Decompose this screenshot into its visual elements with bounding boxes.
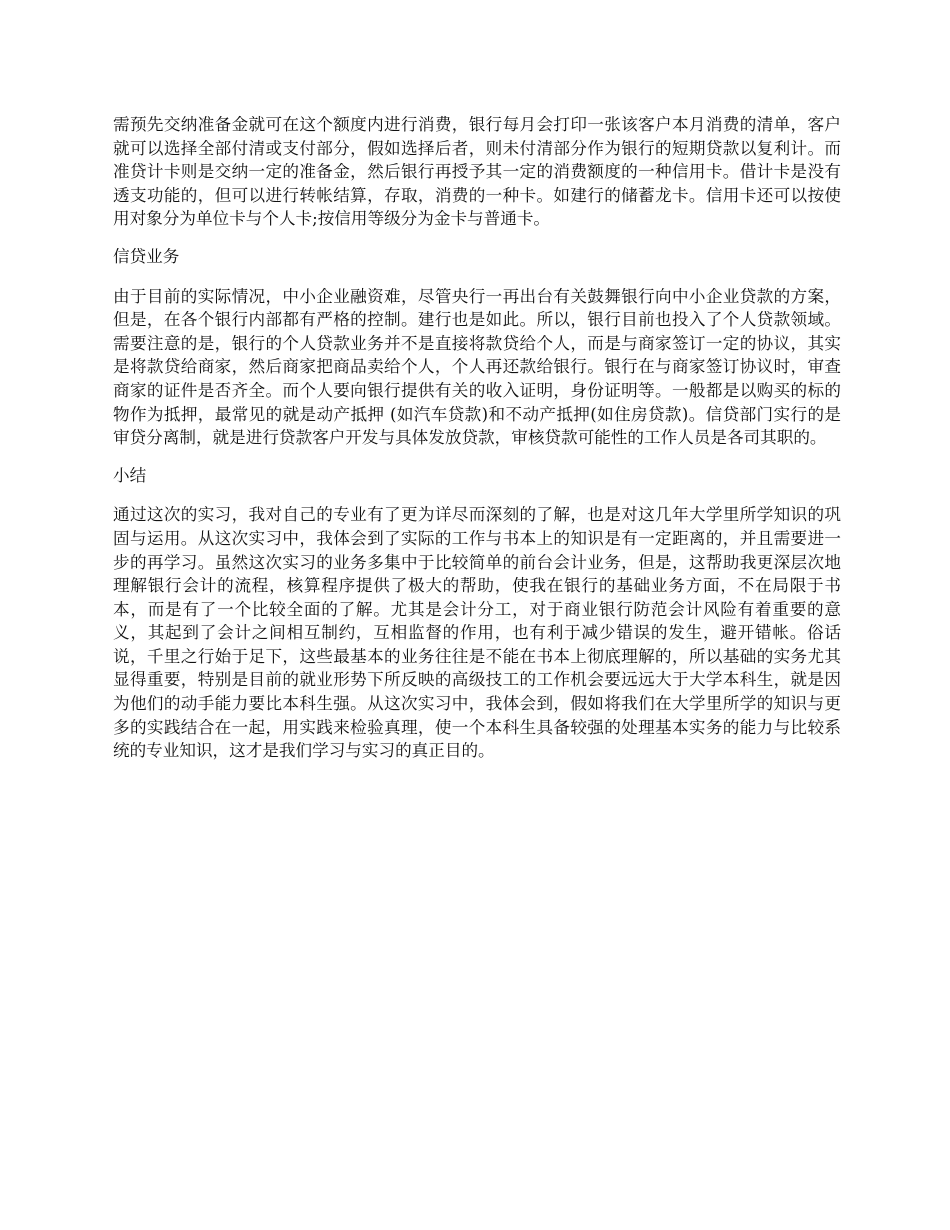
paragraph-credit-cards: 需预先交纳准备金就可在这个额度内进行消费，银行每月会打印一张该客户本月消费的清单，客户就可以选择全部付清或支付部分，假如选择后者，则未付清部分作为银行的短期贷款以复利计。而准贷计卡则是交纳一定的准备金，然后银行再授予其一定的消费额度的一种信用卡。借计卡是没有透支功能的，但可以进行转帐结算，存取，消费的一种卡。如建行的储蓄龙卡。信用卡还可以按使用对象分为单位卡与个人卡;按信用等级分为金卡与普通卡。	[113, 115, 841, 229]
paragraph-credit-business: 由于目前的实际情况，中小企业融资难，尽管央行一再出台有关鼓舞银行向中小企业贷款的方案，但是，在各个银行内部都有严格的控制。建行也是如此。所以，银行目前也投入了个人贷款领域。需要注意的是，银行的个人贷款业务并不是直接将款贷给个人，而是与商家签订一定的协议，其实是将款贷给商家，然后商家把商品卖给个人，个人再还款给银行。银行在与商家签订协议时，审查商家的证件是否齐全。而个人要向银行提供有关的收入证明，身份证明等。一般都是以购买的标的物作为抵押，最常见的就是动产抵押 (如汽车贷款)和不动产抵押(如住房贷款)。信贷部门实行的是审贷分离制，就是进行贷款客户开发与具体发放贷款，审核贷款可能性的工作人员是各司其职的。	[113, 286, 841, 448]
spacer	[113, 450, 841, 464]
spacer	[113, 269, 841, 285]
section-heading-summary: 小结	[113, 465, 147, 485]
paragraph-summary: 通过这次的实习，我对自己的专业有了更为详尽而深刻的了解，也是对这几年大学里所学知识的巩固与运用。从这次实习中，我体会到了实际的工作与书本上的知识是有一定距离的，并且需要进一步的再学习。虽然这次实习的业务多集中于比较简单的前台会计业务，但是，这帮助我更深层次地理解银行会计的流程，核算程序提供了极大的帮助，使我在银行的基础业务方面，不在局限于书本，而是有了一个比较全面的了解。尤其是会计分工，对于商业银行防范会计风险有着重要的意义，其起到了会计之间相互制约，互相监督的作用，也有利于减少错误的发生，避开错帐。俗话说，千里之行始于足下，这些最基本的业务往往是不能在书本上彻底理解的，所以基础的实务尤其显得重要，特别是目前的就业形势下所反映的高级技工的工作机会要远远大于大学本科生，就是因为他们的动手能力要比本科生强。从这次实习中，我体会到，假如将我们在大学里所学的知识与更多的实践结合在一起，用实践来检验真理，使一个本科生具备较强的处理基本实务的能力与比较系统的专业知识，这才是我们学习与实习的真正目的。	[113, 505, 841, 761]
document-page	[113, 113, 841, 763]
spacer	[113, 487, 841, 503]
section-heading-credit: 信贷业务	[113, 246, 180, 266]
spacer	[113, 231, 841, 245]
